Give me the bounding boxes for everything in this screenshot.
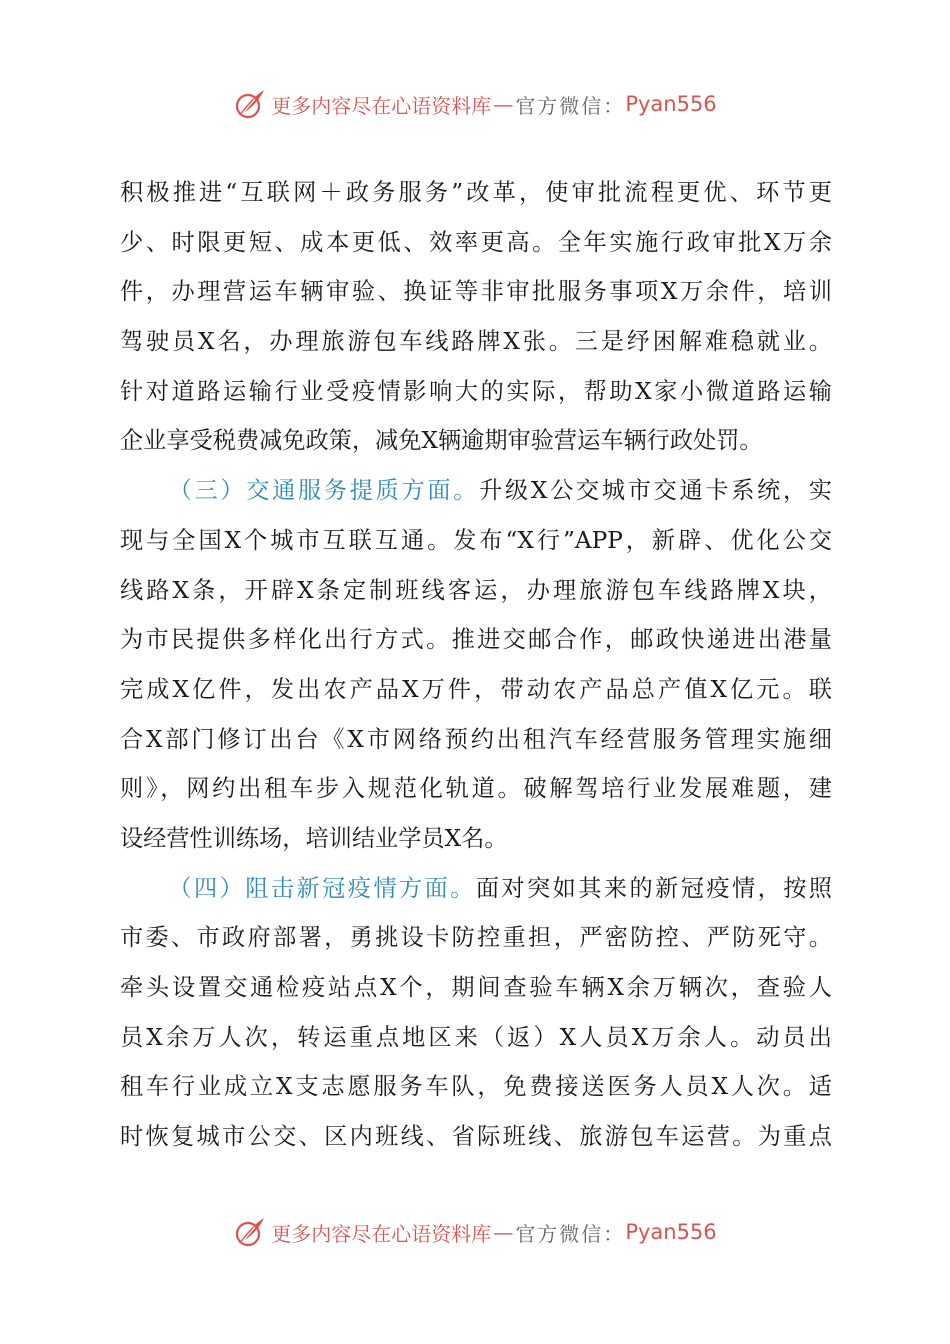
text-line: 完成X亿件，发出农产品X万件，带动农产品总产值X亿元。联 [120, 675, 832, 703]
text-line: 合X部门修订出台《X市网络预约出租汽车经营服务管理实施细 [120, 725, 832, 753]
text-line: 驾驶员X名，办理旅游包车线路牌X张。三是纾困解难稳就业。 [120, 328, 832, 356]
watermark-dash: — [493, 1220, 514, 1244]
text-line: 市委、市政府部署，勇挑设卡防控重担，严密防控、严防死守。 [120, 924, 832, 952]
watermark-wechat-id: Pyan556 [625, 92, 717, 116]
text-line: 积极推进“互联网＋政务服务”改革，使审批流程更优、环节更 [120, 179, 832, 206]
text-line: 针对道路运输行业受疫情影响大的实际，帮助X家小微道路运输 [120, 377, 832, 405]
text-line: 企业享受税费减免政策，减免X辆逾期审验营运车辆行政处罚。 [120, 427, 763, 455]
text-line: 现与全国X个城市互联互通。发布“X行”APP，新辟、优化公交 [120, 526, 832, 554]
text-line: （四）阻击新冠疫情方面。面对突如其来的新冠疫情，按照 [166, 874, 832, 902]
watermark-official-label: 官方微信： [515, 1221, 626, 1246]
document-body [120, 168, 832, 1162]
text-line: 员X余万人次，转运重点地区来（返）X人员X万余人。动员出 [120, 1023, 832, 1051]
text-line: 租车行业成立X支志愿服务车队，免费接送医务人员X人次。适 [120, 1073, 832, 1101]
text-line: 为市民提供多样化出行方式。推进交邮合作，邮政快递进出港量 [120, 626, 832, 654]
watermark-brand: 更多内容尽在心语资料库 [271, 1221, 492, 1246]
section-heading: （四）阻击新冠疫情方面。 [166, 874, 476, 902]
text-line: （三）交通服务提质方面。升级X公交城市交通卡系统，实 [166, 477, 832, 505]
text-line: 线路X条，开辟X条定制班线客运，办理旅游包车线路牌X块， [120, 576, 832, 604]
text-line: 件，办理营运车辆审验、换证等非审批服务事项X万余件，培训 [120, 278, 832, 306]
watermark-official-label: 官方微信： [515, 93, 626, 118]
section-heading: （三）交通服务提质方面。 [166, 477, 480, 505]
text-line: 则》，网约出租车步入规范化轨道。破解驾培行业发展难题，建 [120, 775, 832, 803]
text-line: 设经营性训练场，培训结业学员X名。 [120, 824, 508, 852]
quill-pen-logo-icon [233, 1215, 267, 1249]
watermark-brand: 更多内容尽在心语资料库 [271, 93, 492, 118]
text-line: 少、时限更短、成本更低、效率更高。全年实施行政审批X万余 [120, 228, 832, 256]
text-line: 时恢复城市公交、区内班线、省际班线、旅游包车运营。为重点 [120, 1123, 832, 1151]
watermark-header [0, 84, 950, 124]
watermark-dash: — [493, 92, 514, 116]
watermark-wechat-id: Pyan556 [625, 1220, 717, 1244]
quill-pen-logo-icon [233, 87, 267, 121]
text-line: 牵头设置交通检疫站点X个，期间查验车辆X余万辆次，查验人 [120, 974, 832, 1001]
watermark-footer [0, 1212, 950, 1252]
